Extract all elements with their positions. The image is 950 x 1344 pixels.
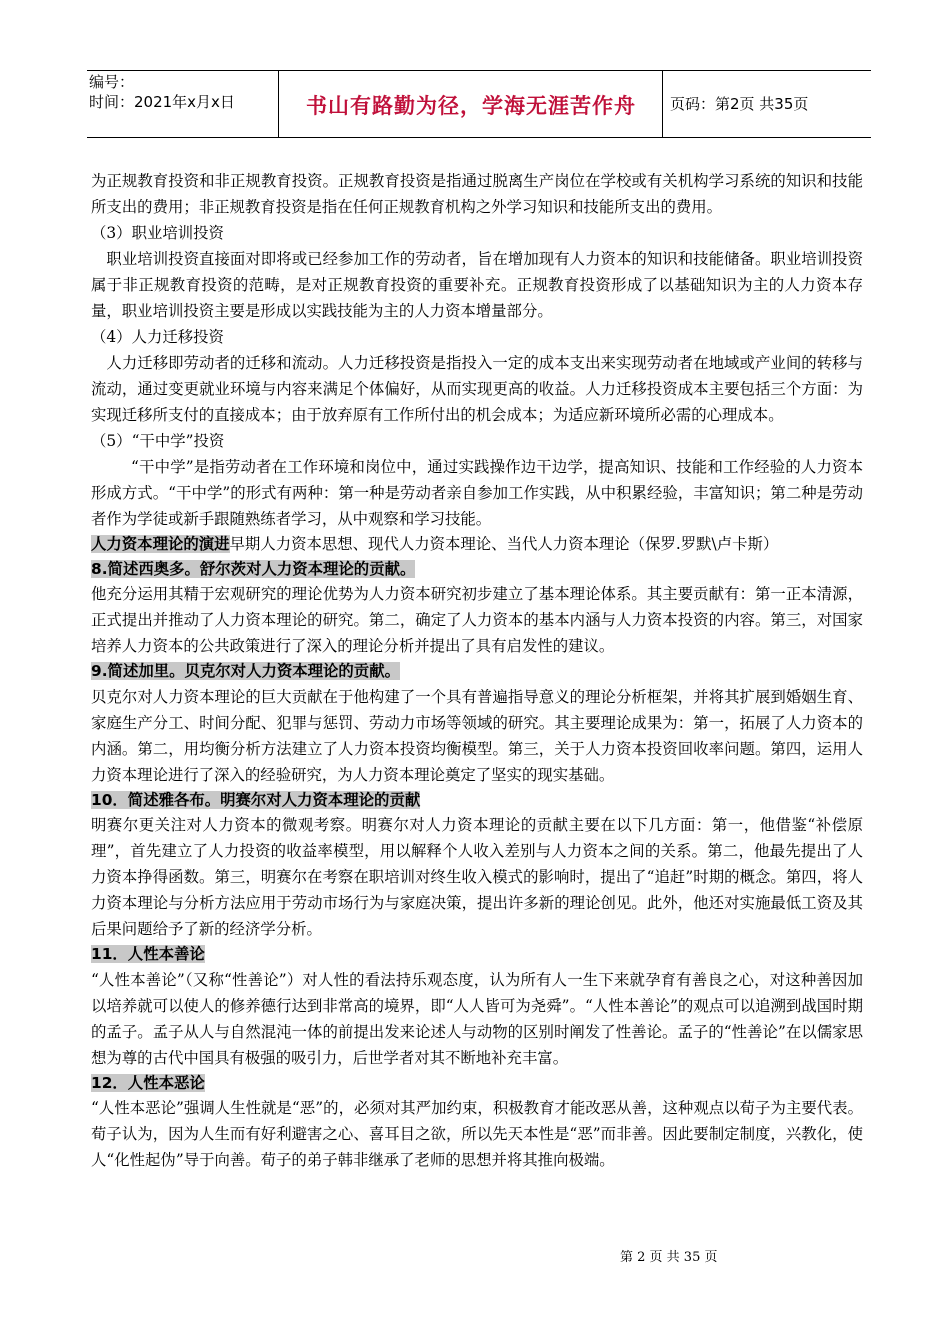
header-top-rule [87,70,871,71]
question-9-line [91,659,863,684]
theory-evolution-text: 早期人力资本思想、现代人力资本理论、当代人力资本理论（保罗.罗默\卢卡斯） [229,535,779,553]
question-10-heading: 10．简述雅各布。明赛尔对人力资本理论的贡献 [91,790,421,809]
question-8-heading: 8.简述西奥多。舒尔茨对人力资本理论的贡献。 [91,559,416,578]
paragraph-vocational-training: 职业培训投资直接面对即将或已经参加工作的劳动者，旨在增加现有人力资本的知识和技能储备。职业培训投资属于非正规教育投资的范畴，是对正规教育投资的重要补充。正规教育投资形成了以基础知识为主的人力资本存量，职业培训投资主要是形成以实践技能为主的人力资本增量部分。 [91,250,863,320]
heading-migration-investment: （4）人力迁移投资 [91,328,224,346]
answer-8: 他充分运用其精于宏观研究的理论优势为人力资本研究初步建立了基本理论体系。其主要贡献有：第一正本清源，正式提出并推动了人力资本理论的研究。第二，确定了人力资本的基本内涵与人力资本投资的内容。第三，对国家培养人力资本的公共政策进行了深入的理论分析并提出了具有启发性的建议。 [91,585,863,655]
page-indicator: 页码：第2页 共35页 [670,95,809,113]
heading-learning-by-doing: （5）“干中学”投资 [91,432,225,450]
answer-9: 贝克尔对人力资本理论的巨大贡献在于他构建了一个具有普遍指导意义的理论分析框架，并将其扩展到婚姻生育、家庭生产分工、时间分配、犯罪与惩罚、劳动力市场等领域的研究。其主要理论成果为：第一，拓展了人力资本的内涵。第二，用均衡分析方法建立了人力资本投资均衡模型。第三，关于人力资本投资回收率问题。第四，运用人力资本理论进行了深入的经验研究，为人力资本理论奠定了坚实的现实基础。 [91,687,863,784]
header-divider-left [278,70,279,138]
heading-vocational-training: （3）职业培训投资 [91,224,224,242]
answer-10: 明赛尔更关注对人力资本的微观考察。明赛尔对人力资本理论的贡献主要在以下几方面：第一，他借鉴“补偿原理”，首先建立了人力投资的收益率模型，用以解释个人收入差别与人力资本之间的关系。第二，他最先提出了人力资本挣得函数。第三，明赛尔在考察在职培训对终生收入模式的影响时，提出了“追赶”时期的概念。第四，将人力资本理论与分析方法应用于劳动市场行为与家庭决策，提出许多新的理论创见。此外，他还对实施最低工资及其后果问题给予了新的经济学分析。 [91,816,863,938]
question-10-line [91,788,863,813]
header-bottom-rule [87,137,871,138]
question-8-line [91,557,863,582]
question-11-line [91,942,863,967]
footer-page-number: 第 2 页 共 35 页 [620,1250,718,1265]
theory-evolution-label: 人力资本理论的演进 [91,535,230,553]
question-11-heading: 11．人性本善论 [91,945,205,963]
question-12-heading: 12．人性本恶论 [91,1073,205,1092]
paragraph-education-investment: 为正规教育投资和非正规教育投资。正规教育投资是指通过脱离生产岗位在学校或有关机构学习系统的知识和技能所支出的费用；非正规教育投资是指在任何正规教育机构之外学习知识和技能所支出的费用。 [91,172,863,216]
answer-12: “人性本恶论”强调人生性就是“恶”的，必须对其严加约束，积极教育才能改恶从善，这种观点以荀子为主要代表。荀子认为，因为人生而有好利避害之心、喜耳目之欲，所以先天本性是“恶”而非善。因此要制定制度，兴教化，使人“化性起伪”导于向善。荀子的弟子韩非继承了老师的思想并将其推向极端。 [91,1099,863,1169]
theory-evolution-line [91,532,863,557]
paragraph-learning-by-doing: “干中学”是指劳动者在工作环境和岗位中，通过实践操作边干边学，提高知识、技能和工作经验的人力资本形成方式。“干中学”的形式有两种：第一种是劳动者亲自参加工作实践，从中积累经验，丰富知识；第二种是劳动者作为学徒或新手跟随熟练者学习，从中观察和学习技能。 [91,458,863,528]
question-9-heading: 9.简述加里。贝克尔对人力资本理论的贡献。 [91,662,400,680]
answer-11: “人性本善论”（又称“性善论”）对人性的看法持乐观态度，认为所有人一生下来就孕育有善良之心，对这种善因加以培养就可以使人的修养德行达到非常高的境界，即“人人皆可为尧舜”。“人性本善论”的观点可以追溯到战国时期的孟子。孟子从人与自然混沌一体的前提出发来论述人与动物的区别时阐发了性善论。孟子的“性善论”在以儒家思想为尊的古代中国具有极强的吸引力，后世学者对其不断地补充丰富。 [91,970,863,1067]
document-date: 时间：2021年x月x日 [89,93,235,111]
header-motto: 书山有路勤为径，学海无涯苦作舟 [306,94,636,118]
paragraph-migration-investment: 人力迁移即劳动者的迁移和流动。人力迁移投资是指投入一定的成本支出来实现劳动者在地域或产业间的转移与流动，通过变更就业环境与内容来满足个体偏好，从而实现更高的收益。人力迁移投资成本主要包括三个方面：为实现迁移所支付的直接成本；由于放弃原有工作所付出的机会成本；为适应新环境所必需的心理成本。 [91,354,863,424]
page-header [87,70,871,138]
document-body [91,168,863,1173]
header-divider-right [662,70,663,138]
document-number-label: 编号： [89,73,135,91]
question-12-line [91,1071,863,1096]
